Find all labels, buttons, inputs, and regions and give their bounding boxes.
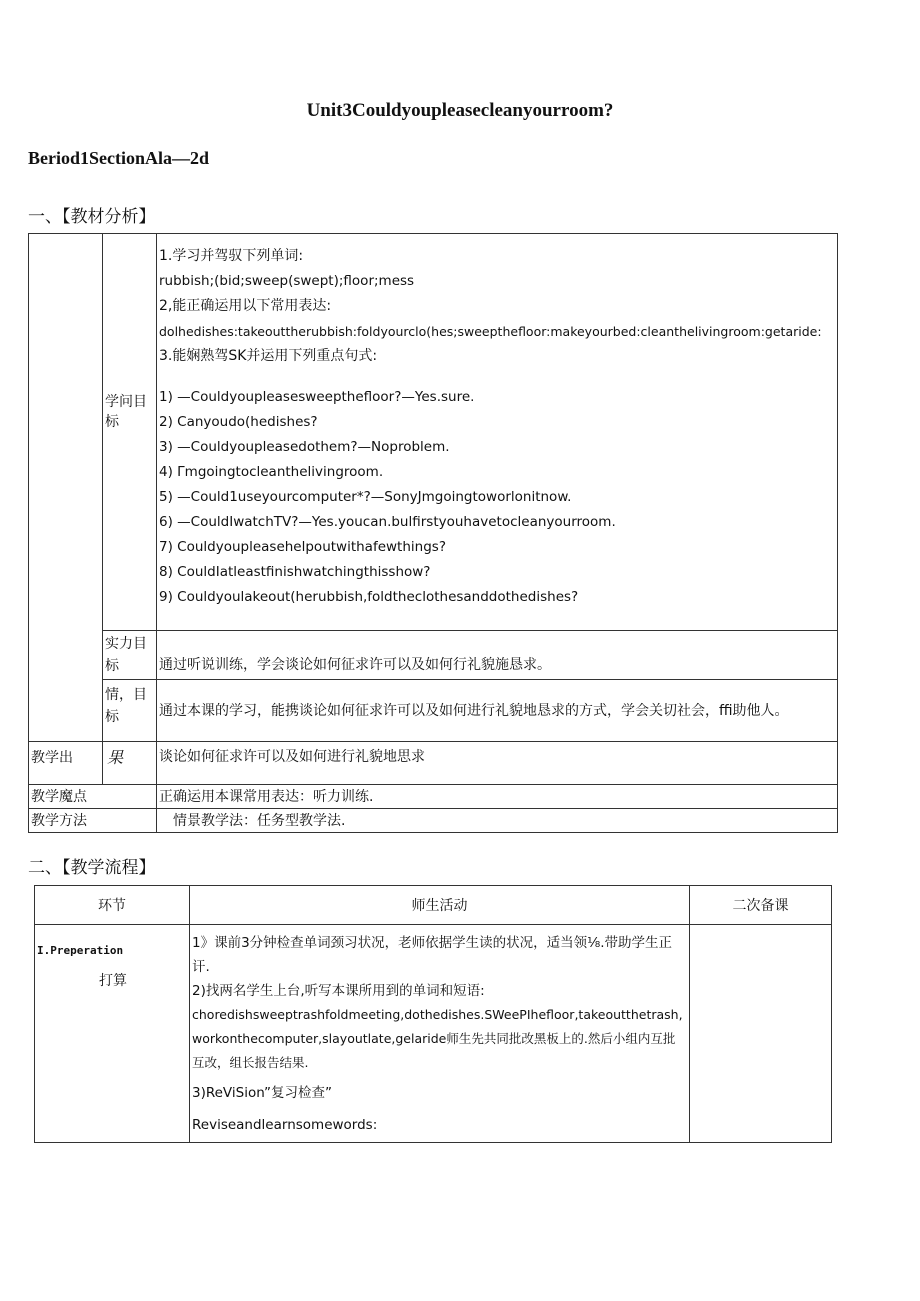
flow-notes-cell (690, 925, 832, 1143)
goal-line: 3.能娴熟驾SK并运用下列重点句式: (159, 348, 378, 364)
activity-line: choredishsweeptrashfoldmeeting,dothedishes.SWeePIhefloor,takeoutthetrash,workonthecomputer,slayoutlate,gelaride师生先共同批改黑板上的.然后小组内互批互改，组长报告结果. (192, 1007, 683, 1070)
method-label: 教学方法 (29, 809, 157, 833)
section-heading-analysis: 一、【教材分析】 (28, 207, 156, 227)
activity-line: 1》课前3分钟检查单词颈习状况，老师依据学生读的状况，适当领⅛.带助学生正讦. (192, 935, 673, 975)
goal-line: 1.学习并驾驭下列单词: (159, 248, 304, 264)
flow-header-notes: 二次备课 (690, 886, 832, 925)
page-title: Unit3Couldyoupleasecleanyourroom? (306, 100, 614, 121)
flow-header-activity: 师生活动 (190, 886, 690, 925)
stage-chinese: 打算 (99, 973, 127, 989)
difficulty-label: 教学魔点 (29, 785, 157, 809)
activity-line: 3)ReViSion”复习检查” (192, 1085, 333, 1101)
flow-table (34, 885, 832, 1143)
knowledge-goal-label: 学问目标 (103, 234, 157, 631)
goal-line: 4) Γmgoingtocleanthelivingroom. (159, 464, 384, 480)
goal-line: 6) —CouldIwatchTV?—Yes.youcan.bulfirstyouhavetocleanyourroom. (159, 514, 616, 530)
goal-line: 9) Couldyoulakeout(herubbish,foldtheclothesanddothedishes? (159, 589, 579, 605)
goal-line: 2) Canyoudo(hedishes? (159, 414, 318, 430)
goal-line: dolhedishes:takeouttherubbish:foldyourclo(hes;sweepthefloor:makeyourbed:cleanthelivingroom:getaride: (159, 324, 822, 339)
key-point-content: 谈论如何征求许可以及如何进行礼貌地思求 (157, 742, 838, 785)
goal-line: 2,能正确运用以下常用表达: (159, 298, 332, 314)
difficulty-content: 正确运用本课常用表达：听力训练. (157, 785, 838, 809)
knowledge-goal-content (157, 234, 838, 631)
goal-line: 3) —Couldyoupleasedothem?—Noproblem. (159, 439, 450, 455)
emotion-goal-content: 通过本课的学习，能携谈论如何征求许可以及如何进行礼貌地恳求的方式，学会关切社会，ffi助他人。 (157, 680, 838, 742)
period-subtitle: Beriod1SectionAla—2d (28, 148, 210, 168)
goals-label-cell (29, 234, 103, 742)
ability-goal-label: 实力目标 (103, 631, 157, 680)
goal-line: 1) —Couldyoupleasesweepthefloor?—Yes.sure. (159, 389, 475, 405)
goal-line: 5) —Could1useyourcomputer*?—SonyJmgoingtoworlonitnow. (159, 489, 572, 505)
ability-goal-content: 通过听说训练，学会谈论如何征求许可以及如何行礼貌施恳求。 (157, 631, 838, 680)
stage-english: I.Preperation (37, 944, 124, 957)
flow-activity-cell (190, 925, 690, 1143)
activity-line: 2)找两名学生上台,听写本课所用到的单词和短语: (192, 983, 485, 999)
analysis-table (28, 233, 838, 833)
goal-line: 8) CouldIatleastfinishwatchingthisshow? (159, 564, 431, 580)
emotion-goal-label: 情，目标 (103, 680, 157, 742)
key-point-label-suffix: 果 (103, 742, 157, 785)
flow-header-stage: 环节 (35, 886, 190, 925)
goal-line: rubbish;(bid;sweep(swept);floor;mess (159, 273, 415, 289)
key-point-label: 教学出 (29, 742, 103, 785)
goal-line: 7) Couldyoupleasehelpoutwithafewthings? (159, 539, 446, 555)
flow-stage-cell (35, 925, 190, 1143)
method-content: 情景教学法：任务型教学法. (157, 809, 838, 833)
section-heading-flow: 二、【教学流程】 (28, 858, 156, 878)
activity-line: Reviseandlearnsomewords: (192, 1117, 378, 1133)
